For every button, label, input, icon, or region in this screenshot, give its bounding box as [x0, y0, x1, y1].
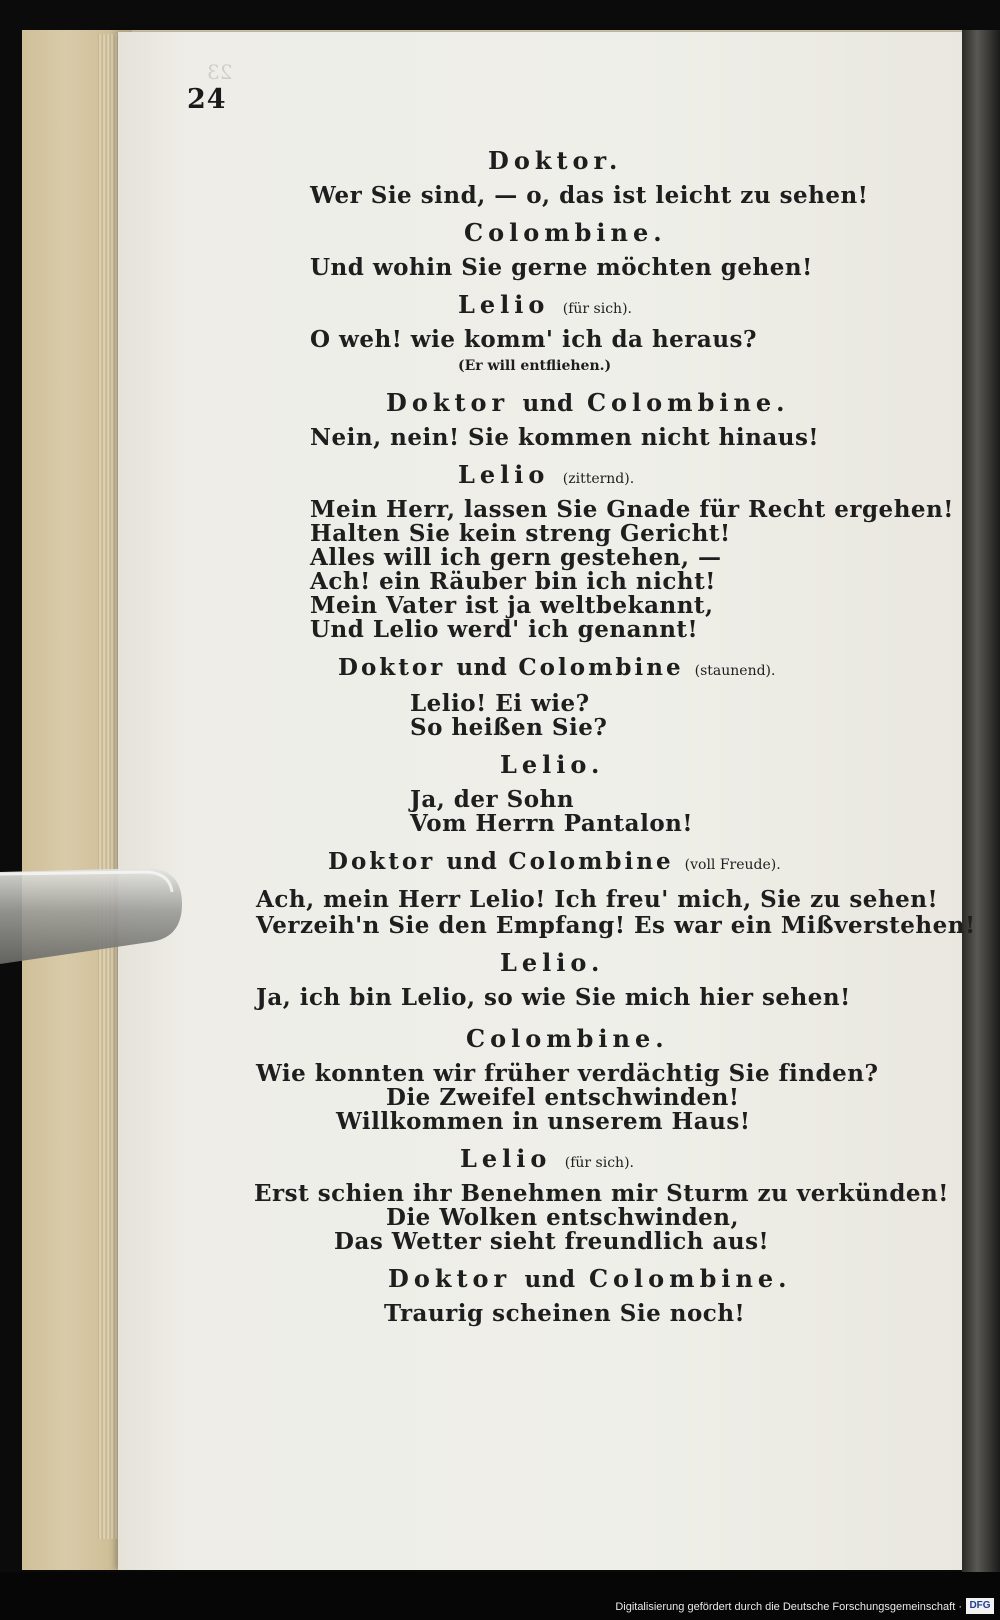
connector: und	[446, 848, 498, 875]
verse-line: Willkommen in unserem Haus!	[336, 1108, 751, 1135]
glass-page-clip	[0, 852, 186, 970]
verse-line: So heißen Sie?	[410, 714, 608, 741]
verse-line: Nein, nein! Sie kommen nicht hinaus!	[310, 424, 820, 451]
speaker-name: Doktor	[388, 1264, 512, 1293]
verse-line: Ach! ein Räuber bin ich nicht!	[310, 568, 716, 595]
connector: und	[524, 1266, 576, 1293]
verse-line: Und Lelio werd' ich genannt!	[310, 616, 699, 643]
stage-direction: (zitternd).	[562, 471, 635, 487]
dfg-credit-text: Digitalisierung gefördert durch die Deutsche Forschungsgemeinschaft ·	[615, 1601, 962, 1613]
verse-line: Erst schien ihr Benehmen mir Sturm zu verkünden!	[254, 1180, 949, 1207]
speaker-name: Doktor	[328, 848, 436, 875]
stage-direction: (für sich).	[564, 1155, 634, 1171]
speaker-name: Colombine.	[586, 388, 790, 417]
verse-line: Mein Herr, lassen Sie Gnade für Recht ergehen!	[310, 496, 954, 523]
verse-line: Alles will ich gern gestehen, —	[310, 544, 722, 571]
verse-line: Verzeih'n Sie den Empfang! Es war ein Mißverstehen!	[256, 912, 976, 939]
speaker-name: Doktor	[338, 654, 446, 681]
speaker-name: Lelio	[458, 460, 550, 489]
speaker-name: Colombine.	[588, 1264, 792, 1293]
speaker-colombine: Colombine.	[464, 218, 667, 247]
speaker-lelio	[460, 1144, 634, 1173]
verse-line: Das Wetter sieht freundlich aus!	[334, 1228, 770, 1255]
stage-direction: (staunend).	[694, 663, 776, 679]
verse-line: Vom Herrn Pantalon!	[410, 810, 693, 837]
verse-line: Ja, ich bin Lelio, so wie Sie mich hier sehen!	[256, 984, 851, 1011]
verse-line: Und wohin Sie gerne möchten gehen!	[310, 254, 813, 281]
verse-line: Wer Sie sind, — o, das ist leicht zu sehen!	[310, 182, 869, 209]
verse-line: Die Zweifel entschwinden!	[386, 1084, 740, 1111]
speaker-lelio: Lelio.	[500, 750, 605, 779]
verse-line: Ach, mein Herr Lelio! Ich freu' mich, Sie zu sehen!	[256, 886, 939, 913]
verse-line: Traurig scheinen Sie noch!	[384, 1300, 746, 1327]
speaker-lelio	[458, 460, 634, 489]
speaker-doktor: Doktor.	[488, 146, 623, 175]
dfg-logo: DFG	[966, 1598, 994, 1614]
speaker-lelio	[458, 290, 632, 319]
speaker-lelio: Lelio.	[500, 948, 605, 977]
speaker-name: Doktor	[386, 388, 510, 417]
speaker-doktor-colombine	[338, 654, 775, 681]
verse-line: Mein Vater ist ja weltbekannt,	[310, 592, 714, 619]
verse-line: O weh! wie komm' ich da heraus?	[310, 326, 757, 353]
book-binding-shadow	[962, 30, 1000, 1575]
speaker-doktor-colombine	[388, 1264, 792, 1293]
speaker-doktor-colombine	[386, 388, 790, 417]
speaker-name: Colombine	[508, 848, 674, 875]
page-number: 24	[187, 84, 227, 115]
connector: und	[522, 390, 574, 417]
speaker-name: Lelio	[458, 290, 550, 319]
bleed-through-page-number: 23	[207, 60, 233, 84]
speaker-doktor-colombine	[328, 848, 781, 875]
speaker-name: Lelio	[460, 1144, 552, 1173]
speaker-colombine: Colombine.	[466, 1024, 669, 1053]
verse-line: Ja, der Sohn	[410, 786, 575, 813]
verse-line: Halten Sie kein streng Gericht!	[310, 520, 731, 547]
stage-direction: (für sich).	[562, 301, 632, 317]
stage-direction: (voll Freude).	[684, 857, 781, 873]
verse-line: Wie konnten wir früher verdächtig Sie finden?	[256, 1060, 879, 1087]
speaker-name: Colombine	[518, 654, 684, 681]
connector: und	[456, 654, 508, 681]
verse-line: Die Wolken entschwinden,	[386, 1204, 740, 1231]
stage-direction: (Er will entfliehen.)	[458, 358, 612, 374]
verse-line: Lelio! Ei wie?	[410, 690, 590, 717]
